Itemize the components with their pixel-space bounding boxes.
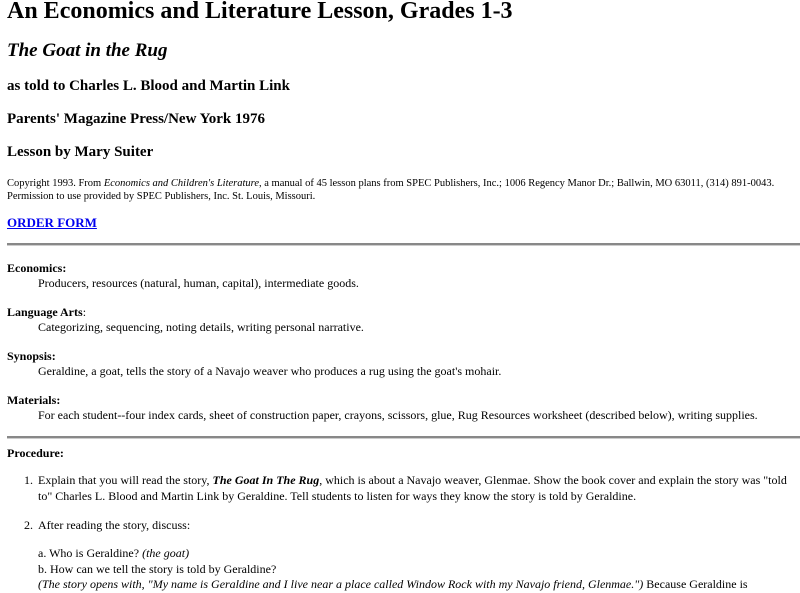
discussion-question-b: b. How can we tell the story is told by Geraldine? bbox=[38, 562, 277, 576]
page-title: An Economics and Literature Lesson, Grades 1-3 bbox=[7, 0, 513, 24]
language-arts-desc: Categorizing, sequencing, noting details, writing personal narrative. bbox=[38, 320, 364, 334]
synopsis-term: Synopsis: bbox=[7, 349, 56, 363]
materials-term: Materials: bbox=[7, 393, 61, 407]
copyright-notice: Copyright 1993. From Economics and Children's Literature, a manual of 45 lesson plans from SPEC Publishers, Inc.; 1006 Regency Manor Dr.; Ballwin, MO 63011, (314) 891-0043. Permission to use provided by SPEC Publishers, Inc. St. Louis, Missouri. bbox=[7, 178, 775, 202]
order-form-link[interactable]: ORDER FORM bbox=[7, 215, 97, 230]
discussion-question-a: a. Who is Geraldine? (the goat) bbox=[38, 546, 190, 560]
told-to: as told to Charles L. Blood and Martin Link bbox=[7, 78, 290, 94]
manual-title: Economics and Children's Literature bbox=[103, 178, 260, 189]
horizontal-rule bbox=[7, 243, 800, 246]
synopsis-desc: Geraldine, a goat, tells the story of a Navajo weaver who produces a rug using the goat's mohair. bbox=[38, 364, 502, 378]
story-title: The Goat In The Rug bbox=[212, 473, 320, 487]
materials-desc: For each student--four index cards, sheet of construction paper, crayons, scissors, glue, Rug Resources worksheet (described below), writing supplies. bbox=[38, 408, 758, 422]
economics-desc: Producers, resources (natural, human, capital), intermediate goods. bbox=[38, 276, 359, 290]
discussion-answer-b: (The story opens with, "My name is Geraldine and I live near a place called Window Rock with my Navajo friend, Glenmae.") Because Geraldine is bbox=[38, 577, 748, 591]
procedure-heading: Procedure: bbox=[7, 446, 64, 460]
publisher: Parents' Magazine Press/New York 1976 bbox=[7, 111, 266, 127]
economics-term: Economics: bbox=[7, 261, 67, 275]
lesson-author: Lesson by Mary Suiter bbox=[7, 144, 154, 160]
horizontal-rule bbox=[7, 436, 800, 439]
language-arts-term: Language Arts: bbox=[7, 305, 87, 319]
book-title: The Goat in the Rug bbox=[7, 40, 168, 61]
